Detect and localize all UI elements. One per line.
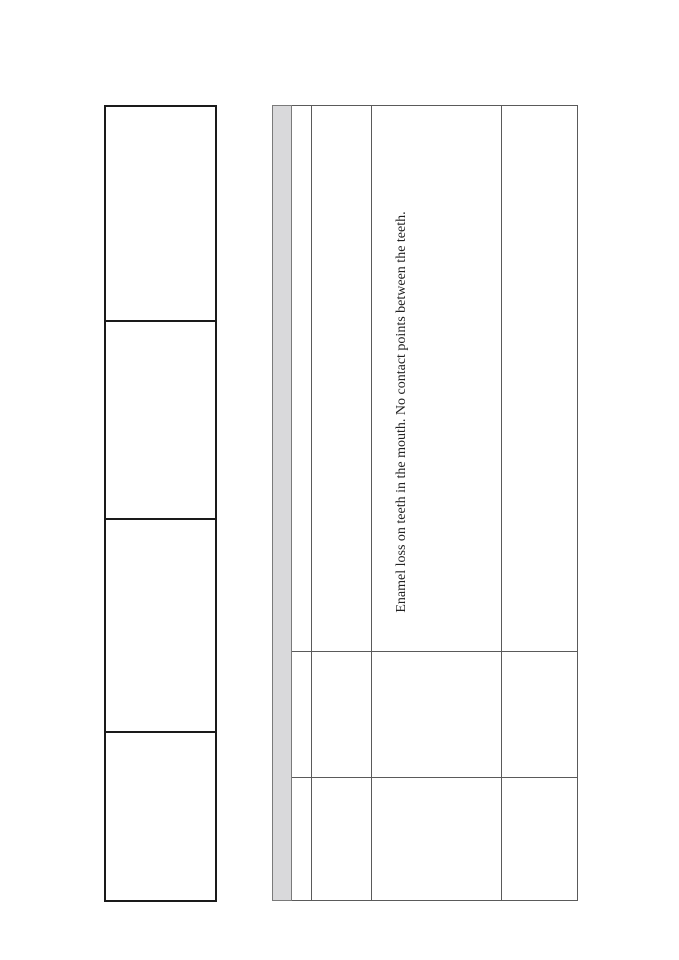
column-divider — [371, 105, 372, 901]
left-box-cell — [106, 107, 215, 322]
left-box-cell — [106, 518, 215, 733]
left-box-cell — [106, 731, 215, 900]
column-divider — [577, 105, 578, 901]
column-divider — [311, 105, 312, 901]
row-divider — [292, 651, 578, 652]
column-divider — [501, 105, 502, 901]
left-box-cell — [106, 320, 215, 520]
cell-text: Enamel loss on teeth in the mouth. No contact points between the teeth. — [394, 211, 409, 613]
rotated-table — [272, 105, 578, 901]
header-band — [272, 105, 292, 901]
left-box — [104, 105, 217, 902]
row-divider — [292, 777, 578, 778]
table-bottom-border — [292, 900, 578, 901]
table-top-border — [292, 105, 578, 106]
